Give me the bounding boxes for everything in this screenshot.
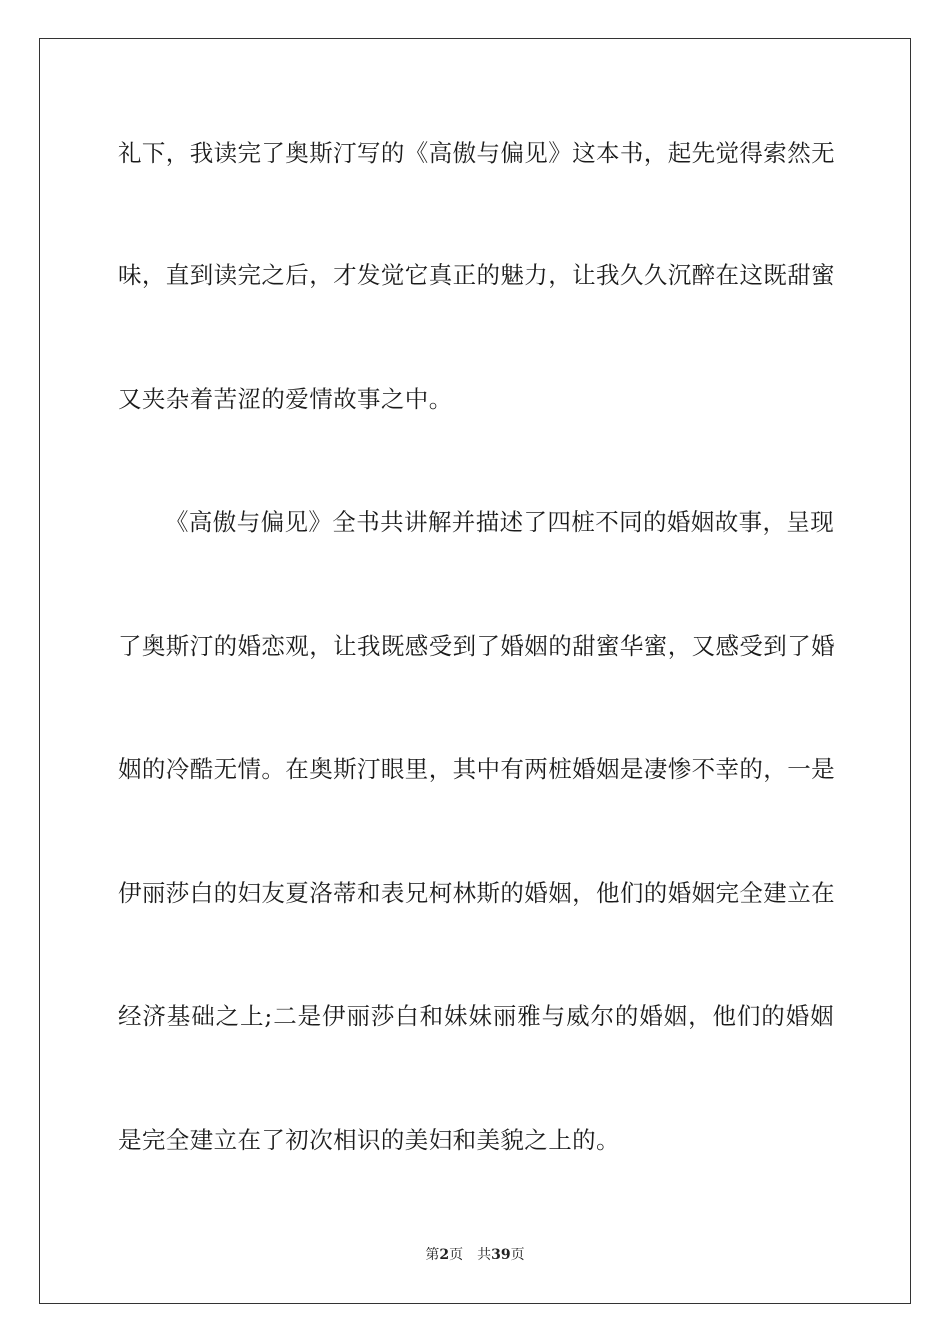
body-text-line-6: 姻的冷酷无情。在奥斯汀眼里，其中有两桩婚姻是凄惨不幸的，一是 [118,755,835,783]
page-number: 2 [439,1247,450,1263]
body-text-line-3: 又夹杂着苦涩的爱情故事之中。 [118,385,453,413]
body-text-line-9: 是完全建立在了初次相识的美妇和美貌之上的。 [118,1126,620,1154]
body-text-line-7: 伊丽莎白的妇友夏洛蒂和表兄柯林斯的婚姻，他们的婚姻完全建立在 [118,879,835,907]
page-border [39,38,911,1304]
page-label-prefix: 第 [425,1247,440,1263]
page-label-suffix: 页 [449,1247,464,1263]
total-label-suffix: 页 [510,1247,525,1263]
body-text-line-8: 经济基础之上;二是伊丽莎白和妹妹丽雅与威尔的婚姻，他们的婚姻 [118,1002,834,1030]
body-text-line-4: 《高傲与偏见》全书共讲解并描述了四桩不同的婚姻故事，呈现 [165,508,835,536]
body-text-line-1: 礼下，我读完了奥斯汀写的《高傲与偏见》这本书，起先觉得索然无 [118,139,835,167]
page-footer [0,1246,950,1264]
total-label-prefix: 共 [477,1247,492,1263]
body-text-line-5: 了奥斯汀的婚恋观，让我既感受到了婚姻的甜蜜华蜜，又感受到了婚 [118,632,835,660]
total-pages: 39 [491,1247,511,1263]
body-text-line-2: 味，直到读完之后，才发觉它真正的魅力，让我久久沉醉在这既甜蜜 [118,261,835,289]
